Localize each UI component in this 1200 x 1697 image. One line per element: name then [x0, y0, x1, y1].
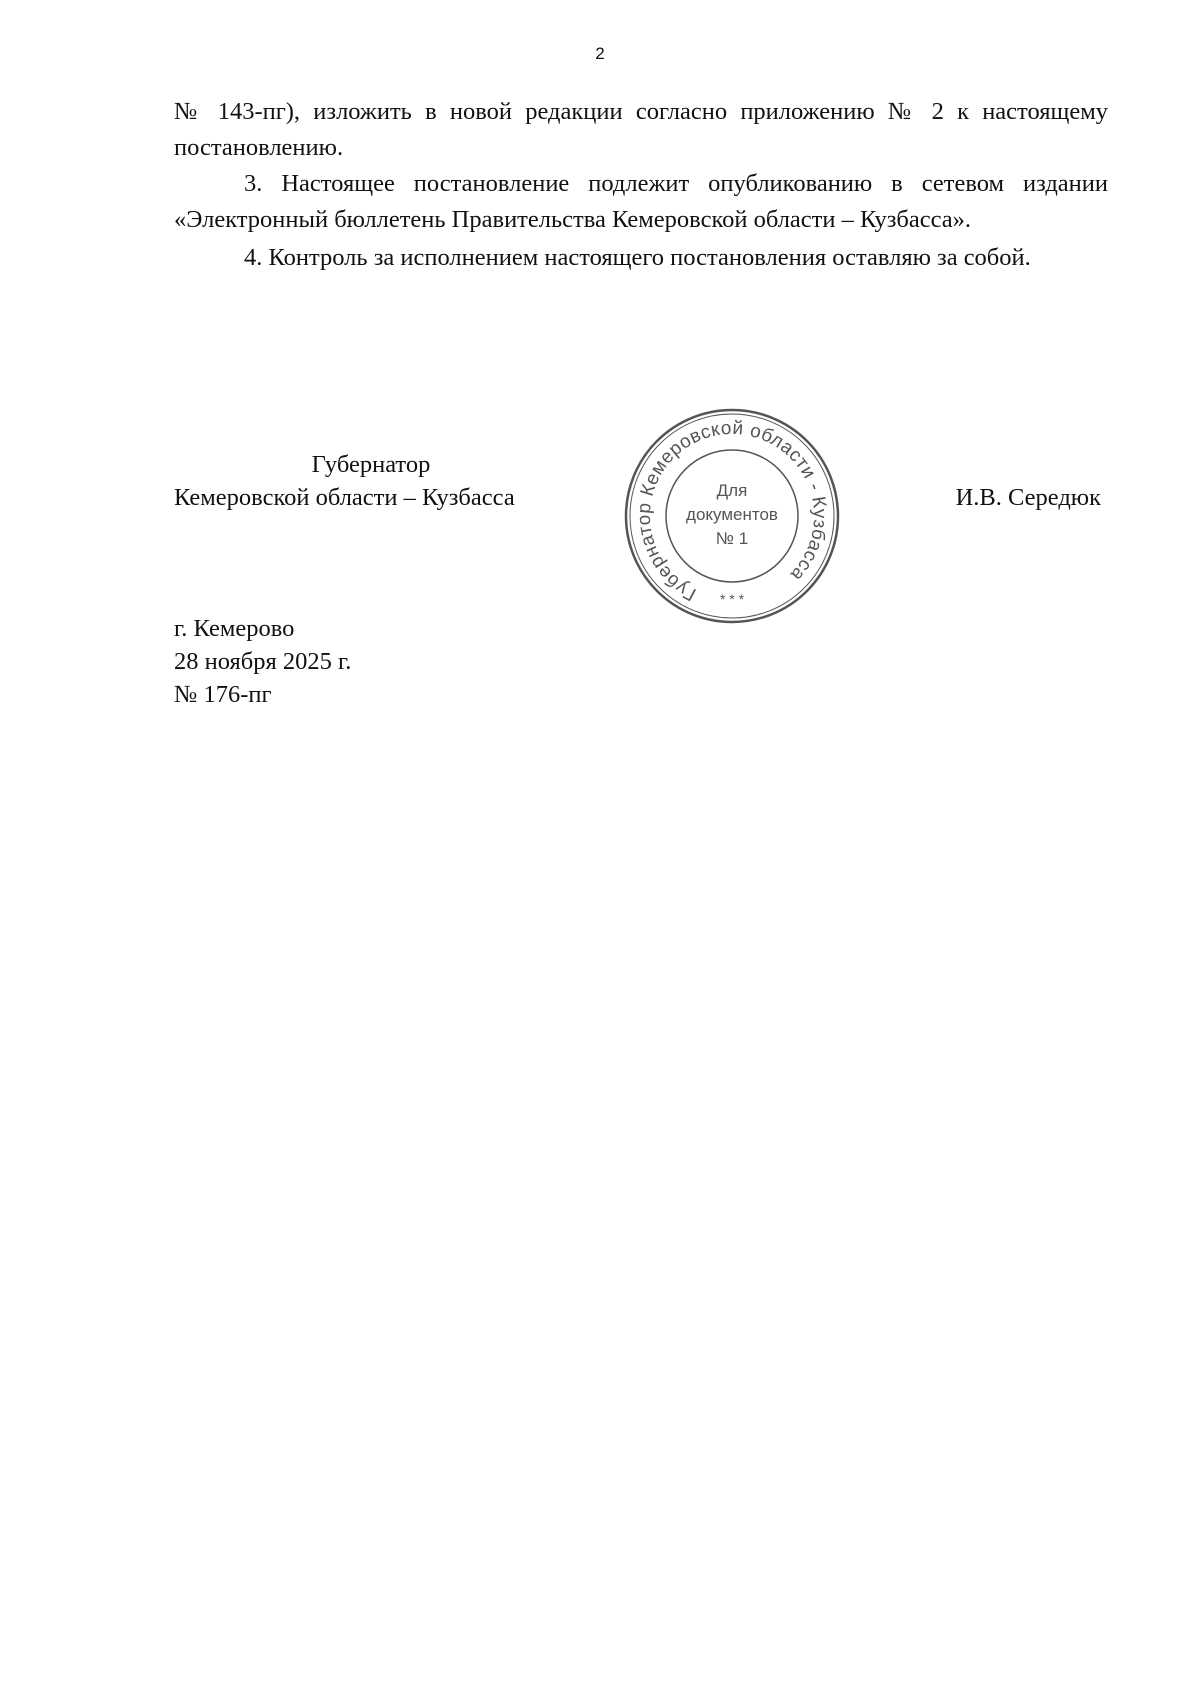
seal-ring-text: Губернатор Кемеровской области - Кузбасса [633, 417, 831, 605]
seal-stars: * * * [719, 591, 745, 607]
document-body [174, 94, 1108, 276]
signatory-title-line1: Губернатор [311, 451, 431, 478]
document-number: № 176-пг [174, 681, 272, 708]
signatory-title [174, 448, 574, 514]
document-place-date [174, 612, 351, 711]
signatory-name: И.В. Середюк [955, 484, 1101, 511]
city: г. Кемерово [174, 615, 295, 642]
paragraph-3: 3. Настоящее постановление подлежит опубликованию в сетевом издании «Электронный бюллетень Правительства Кемеровской области – Кузбасса». [174, 170, 1108, 233]
signatory-title-line2: Кемеровской области – Кузбасса [174, 484, 515, 511]
official-seal [620, 404, 844, 628]
seal-center-line1: Для [716, 481, 748, 500]
seal-center-line3: № 1 [715, 529, 749, 548]
date: 28 ноября 2025 г. [174, 648, 352, 675]
page-number: 2 [595, 44, 605, 63]
seal-center-line2: документов [686, 505, 778, 524]
paragraph-4: 4. Контроль за исполнением настоящего постановления оставляю за собой. [244, 244, 1031, 271]
paragraph-continuation: № 143-пг), изложить в новой редакции согласно приложению № 2 к настоящему постановлению. [174, 98, 1108, 161]
